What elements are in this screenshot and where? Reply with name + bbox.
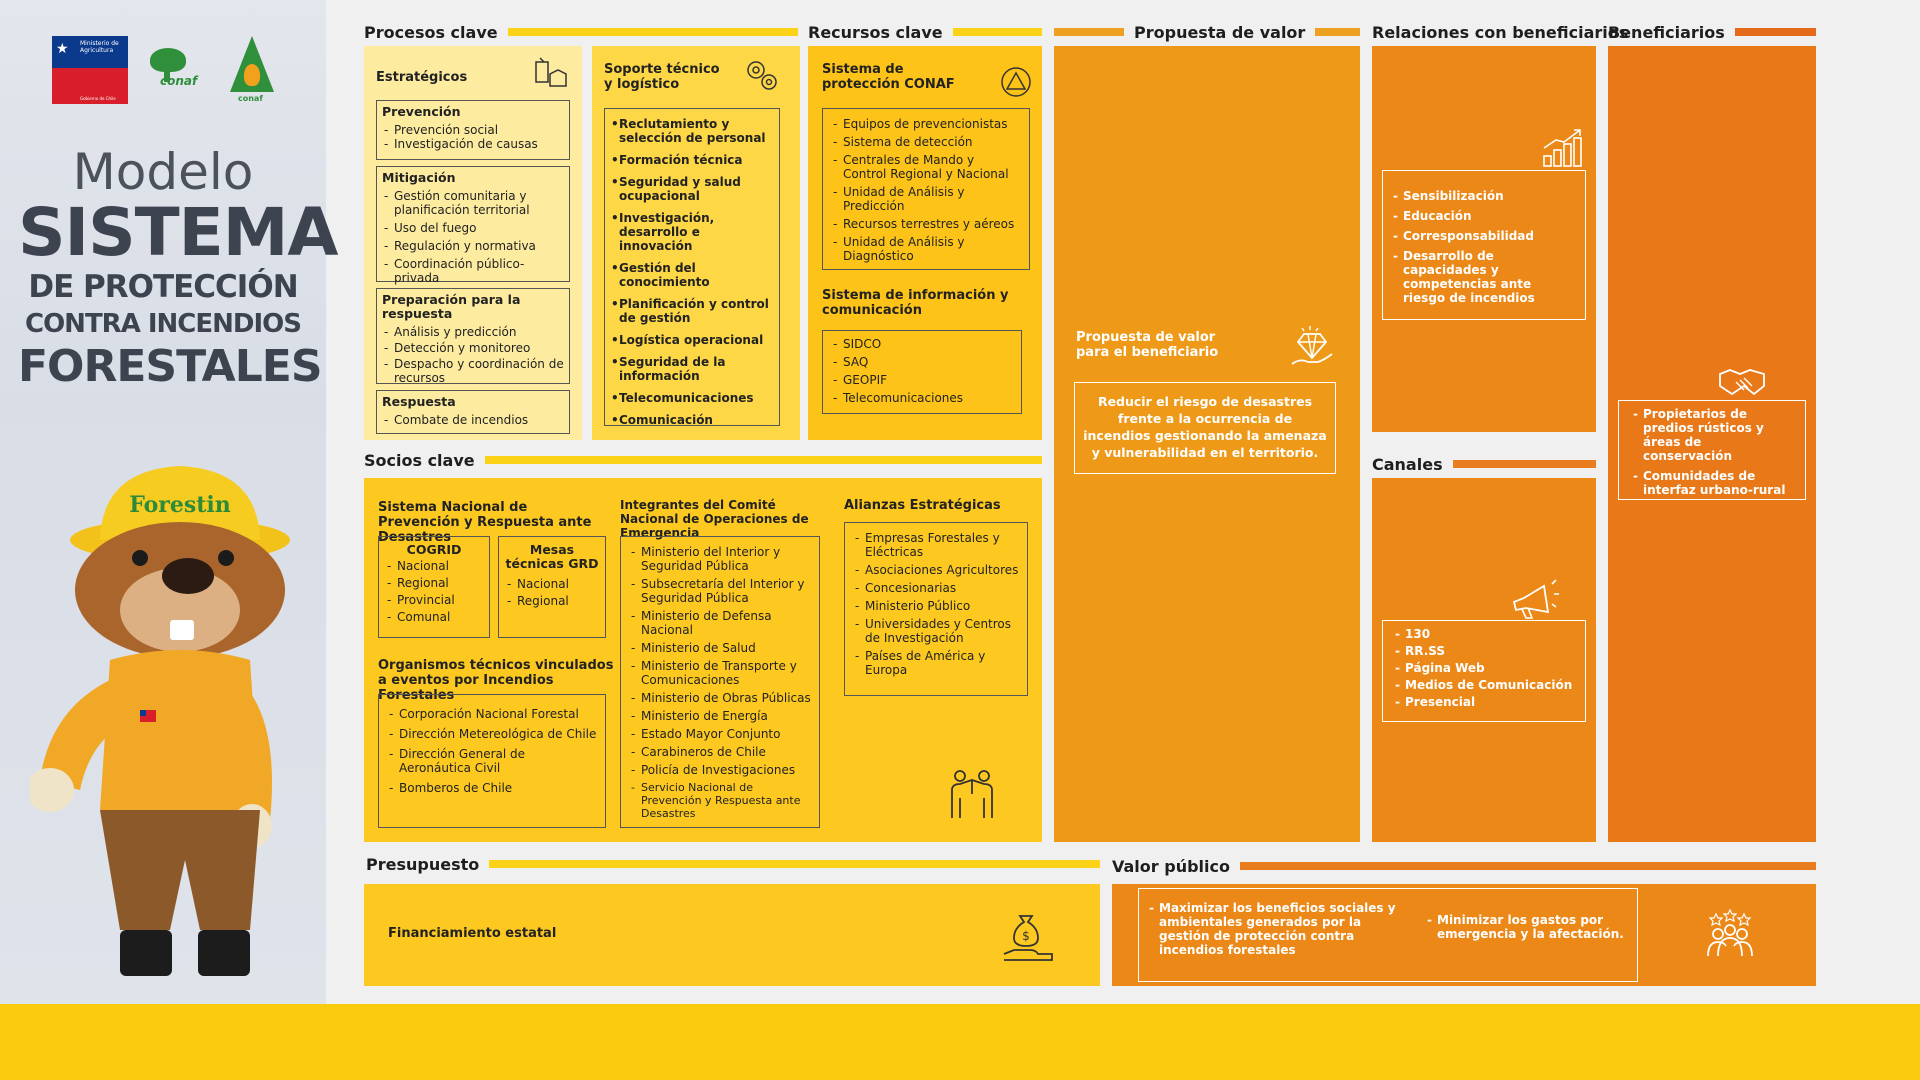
list-item: - Educación bbox=[1391, 209, 1577, 223]
triangle-badge-icon bbox=[1000, 66, 1032, 98]
recursos-sistema-title: Sistema de protección CONAF bbox=[822, 62, 955, 92]
community-stars-icon bbox=[1704, 908, 1756, 958]
propuesta-text: Reducir el riesgo de desastres frente a la ocurrencia de incendios gestionando la amenaza y vulnerabilidad en el territorio. bbox=[1083, 394, 1327, 460]
list-item: - Uso del fuego bbox=[382, 221, 564, 235]
box-propuesta-text bbox=[1074, 382, 1336, 474]
list-item: - Presencial bbox=[1393, 695, 1575, 709]
box-mesas-tecnicas bbox=[498, 536, 606, 638]
header-valor-publico bbox=[1112, 856, 1816, 876]
snpr-title: Sistema Nacional de Prevención y Respuesta ante Desastres bbox=[378, 500, 592, 545]
list-item: - Sistema de detección bbox=[831, 135, 1021, 149]
forestin-mascot-image bbox=[30, 460, 320, 1000]
panel-valor-publico bbox=[1112, 884, 1816, 986]
list-item: - Desarrollo de capacidades y competencias ante riesgo de incendios bbox=[1391, 249, 1577, 305]
box-preparacion bbox=[376, 288, 570, 384]
list-item: - RR.SS bbox=[1393, 644, 1575, 658]
box-alianzas bbox=[844, 522, 1028, 696]
list-item: - Corporación Nacional Forestal bbox=[387, 707, 597, 721]
list-item: • Reclutamiento y selección de personal bbox=[611, 117, 773, 145]
conaf-logo-label: conaf bbox=[160, 74, 198, 88]
list-item: - Concesionarias bbox=[853, 581, 1019, 595]
respuesta-title: Respuesta bbox=[382, 394, 456, 409]
box-organismos bbox=[378, 694, 606, 828]
list-item: - Ministerio de Transporte y Comunicaciones bbox=[629, 659, 811, 687]
list-item: - Ministerio de Energía bbox=[629, 709, 811, 723]
panel-estrategicos bbox=[364, 46, 582, 440]
list-item: - Servicio Nacional de Prevención y Respuesta ante Desastres bbox=[629, 781, 811, 820]
list-item: - GEOPIF bbox=[831, 373, 1013, 387]
list-item: - Empresas Forestales y Eléctricas bbox=[853, 531, 1019, 559]
gears-icon bbox=[742, 56, 782, 96]
title-line-2: SISTEMA bbox=[18, 194, 338, 271]
list-item: - Carabineros de Chile bbox=[629, 745, 811, 759]
gobierno-de-chile-logo: ★ Ministerio de Agricultura Gobierno de Chile bbox=[52, 36, 128, 104]
title-line-5: FORESTALES bbox=[18, 341, 322, 392]
list-item: - Prevención social bbox=[382, 123, 564, 137]
box-prevencion bbox=[376, 100, 570, 160]
list-item: - Subsecretaría del Interior y Seguridad Pública bbox=[629, 577, 811, 605]
box-mitigacion bbox=[376, 166, 570, 285]
list-item: - Página Web bbox=[1393, 661, 1575, 675]
recursos-informacion-title: Sistema de información y comunicación bbox=[822, 288, 1009, 318]
list-item: - Policía de Investigaciones bbox=[629, 763, 811, 777]
list-item: - Ministerio de Defensa Nacional bbox=[629, 609, 811, 637]
list-item: - Regulación y normativa bbox=[382, 239, 564, 253]
mitigacion-title: Mitigación bbox=[382, 170, 456, 185]
box-sistema-proteccion bbox=[822, 108, 1030, 270]
header-socios-clave bbox=[364, 450, 1042, 470]
strategy-chess-icon bbox=[532, 56, 568, 92]
header-propuesta-label: Propuesta de valor bbox=[1134, 22, 1306, 42]
box-canales bbox=[1382, 620, 1586, 722]
box-cogrid bbox=[378, 536, 490, 638]
list-item: - Detección y monitoreo bbox=[382, 341, 564, 355]
logos bbox=[52, 36, 282, 108]
list-item: • Comunicación bbox=[611, 413, 773, 427]
box-relaciones bbox=[1382, 170, 1586, 320]
prevencion-title: Prevención bbox=[382, 104, 461, 119]
list-item: - Nacional bbox=[385, 559, 483, 573]
box-beneficiarios bbox=[1618, 400, 1806, 500]
list-item: - Centrales de Mando y Control Regional y Nacional bbox=[831, 153, 1021, 181]
soporte-title: Soporte técnico y logístico bbox=[604, 62, 720, 92]
panel-recursos bbox=[808, 46, 1042, 440]
header-valor-publico-label: Valor público bbox=[1112, 856, 1230, 876]
list-item: - Asociaciones Agricultores bbox=[853, 563, 1019, 577]
header-relaciones-label: Relaciones con beneficiarios bbox=[1372, 22, 1629, 42]
estrategicos-title: Estratégicos bbox=[376, 70, 468, 85]
list-item: • Logística operacional bbox=[611, 333, 773, 347]
list-item: - Ministerio de Obras Públicas bbox=[629, 691, 811, 705]
box-respuesta bbox=[376, 390, 570, 434]
logo-gobierno-sub: Gobierno de Chile bbox=[80, 96, 116, 101]
logo-gobierno-label: Ministerio de Agricultura bbox=[80, 40, 119, 54]
box-comite bbox=[620, 536, 820, 828]
header-canales-label: Canales bbox=[1372, 454, 1443, 474]
list-item: • Seguridad de la información bbox=[611, 355, 773, 383]
list-item: - Ministerio Público bbox=[853, 599, 1019, 613]
panel-beneficiarios bbox=[1608, 46, 1816, 842]
organismos-title: Organismos técnicos vinculados a eventos por Incendios Forestales bbox=[378, 658, 614, 703]
cogrid-title: COGRID bbox=[406, 542, 462, 557]
list-item: - Maximizar los beneficios sociales y ambientales generados por la gestión de protección contra incendios forestales bbox=[1147, 901, 1411, 957]
list-item: • Gestión del conocimiento bbox=[611, 261, 773, 289]
growth-chart-icon bbox=[1540, 128, 1584, 168]
list-item: • Formación técnica bbox=[611, 153, 773, 167]
list-item: - Recursos terrestres y aéreos bbox=[831, 217, 1021, 231]
list-item: - 130 bbox=[1393, 627, 1575, 641]
list-item: - Provincial bbox=[385, 593, 483, 607]
list-item: - Equipos de prevencionistas bbox=[831, 117, 1021, 131]
money-bag-hand-icon bbox=[1002, 910, 1054, 962]
title-line-3: DE PROTECCIÓN bbox=[28, 269, 298, 305]
list-item: • Planificación y control de gestión bbox=[611, 297, 773, 325]
fire-protection-logo bbox=[230, 36, 274, 108]
header-beneficiarios bbox=[1608, 22, 1816, 42]
panel-soporte bbox=[592, 46, 800, 440]
list-item: - Regional bbox=[505, 594, 599, 608]
mascot-hat-text: Forestin bbox=[129, 492, 231, 518]
comite-title: Integrantes del Comité Nacional de Operaciones de Emergencia bbox=[620, 498, 809, 540]
header-recursos-clave bbox=[808, 22, 1042, 42]
list-item: - Corresponsabilidad bbox=[1391, 229, 1577, 243]
header-procesos-label: Procesos clave bbox=[364, 22, 498, 42]
presupuesto-text: Financiamiento estatal bbox=[388, 926, 557, 941]
list-item: - Países de América y Europa bbox=[853, 649, 1019, 677]
panel-presupuesto bbox=[364, 884, 1100, 986]
propuesta-label: Propuesta de valor para el beneficiario bbox=[1076, 330, 1219, 360]
list-item: • Investigación, desarrollo e innovación bbox=[611, 211, 773, 253]
megaphone-icon bbox=[1508, 576, 1560, 620]
list-item: - Estado Mayor Conjunto bbox=[629, 727, 811, 741]
list-item: - Dirección Metereológica de Chile bbox=[387, 727, 597, 741]
list-item: - Medios de Comunicación bbox=[1393, 678, 1575, 692]
list-item: - Comunidades de interfaz urbano-rural bbox=[1631, 469, 1793, 497]
header-propuesta-valor bbox=[1054, 22, 1360, 42]
list-item: - Unidad de Análisis y Diagnóstico bbox=[831, 235, 1021, 263]
panel-propuesta bbox=[1054, 46, 1360, 842]
list-item: - Propietarios de predios rústicos y áreas de conservación bbox=[1631, 407, 1793, 463]
header-presupuesto-label: Presupuesto bbox=[366, 854, 480, 874]
header-socios-label: Socios clave bbox=[364, 450, 475, 470]
header-relaciones bbox=[1372, 22, 1629, 42]
alianzas-title: Alianzas Estratégicas bbox=[844, 498, 1001, 513]
title-line-1: Modelo bbox=[72, 143, 254, 201]
list-item: - Coordinación público-privada bbox=[382, 257, 564, 285]
partners-icon bbox=[944, 766, 1000, 822]
fire-logo-label: conaf bbox=[238, 94, 263, 103]
list-item: - Telecomunicaciones bbox=[831, 391, 1013, 405]
list-item: - Ministerio de Salud bbox=[629, 641, 811, 655]
box-valor-publico bbox=[1138, 888, 1638, 982]
handshake-icon bbox=[1718, 364, 1766, 400]
list-item: • Seguridad y salud ocupacional bbox=[611, 175, 773, 203]
list-item: - Comunal bbox=[385, 610, 483, 624]
header-canales bbox=[1372, 454, 1596, 474]
box-sistema-informacion bbox=[822, 330, 1022, 414]
header-procesos-clave bbox=[364, 22, 798, 42]
list-item: - Combate de incendios bbox=[382, 413, 564, 427]
list-item: - Investigación de causas bbox=[382, 137, 564, 151]
list-item: - Minimizar los gastos por emergencia y la afectación. bbox=[1425, 913, 1625, 941]
list-item: • Telecomunicaciones bbox=[611, 391, 773, 405]
header-recursos-label: Recursos clave bbox=[808, 22, 943, 42]
panel-relaciones bbox=[1372, 46, 1596, 432]
list-item: - Gestión comunitaria y planificación territorial bbox=[382, 189, 564, 217]
svg-text:$: $ bbox=[1022, 929, 1030, 943]
list-item: - Dirección General de Aeronáutica Civil bbox=[387, 747, 597, 775]
panel-socios bbox=[364, 478, 1042, 842]
left-panel bbox=[0, 0, 338, 1004]
list-item: - Análisis y predicción bbox=[382, 325, 564, 339]
preparacion-title: Preparación para la respuesta bbox=[382, 292, 521, 321]
panel-canales bbox=[1372, 478, 1596, 842]
list-item: - Bomberos de Chile bbox=[387, 781, 597, 795]
list-item: - SAQ bbox=[831, 355, 1013, 369]
list-item: - Despacho y coordinación de recursos bbox=[382, 357, 564, 385]
header-beneficiarios-label: Beneficiarios bbox=[1608, 22, 1725, 42]
list-item: - Ministerio del Interior y Seguridad Pública bbox=[629, 545, 811, 573]
box-soporte-list bbox=[604, 108, 780, 426]
list-item: - Sensibilización bbox=[1391, 189, 1577, 203]
list-item: - Nacional bbox=[505, 577, 599, 591]
page-title bbox=[18, 143, 338, 392]
bottom-yellow-band bbox=[0, 1004, 1920, 1080]
list-item: - Unidad de Análisis y Predicción bbox=[831, 185, 1021, 213]
mesas-title: Mesas técnicas GRD bbox=[505, 542, 599, 571]
list-item: - SIDCO bbox=[831, 337, 1013, 351]
header-presupuesto bbox=[366, 854, 1100, 874]
conaf-logo bbox=[144, 48, 212, 92]
list-item: - Universidades y Centros de Investigación bbox=[853, 617, 1019, 645]
list-item: - Regional bbox=[385, 576, 483, 590]
title-line-4: CONTRA INCENDIOS bbox=[25, 309, 301, 339]
diamond-hand-icon bbox=[1288, 324, 1336, 372]
